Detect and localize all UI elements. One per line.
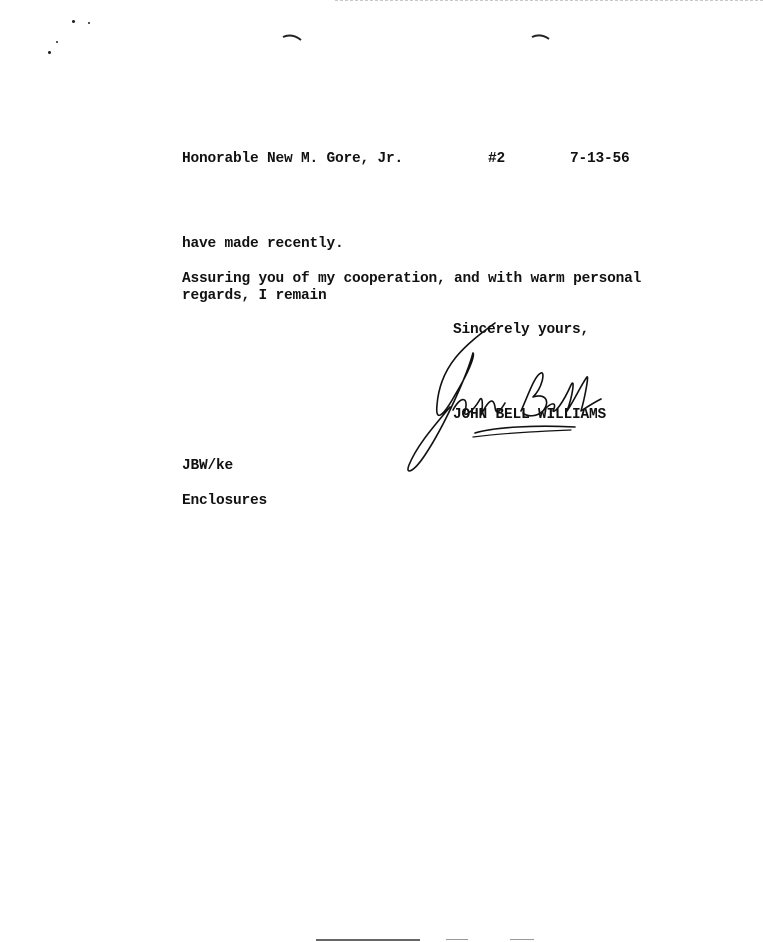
bottom-scan-line (316, 939, 420, 941)
hole-punch-mark-left (283, 36, 301, 40)
salutation-closing: Sincerely yours, (453, 322, 590, 338)
letter-date: 7-13-56 (570, 151, 630, 167)
page-number: #2 (488, 151, 506, 167)
handwritten-signature (395, 315, 635, 485)
enclosures-note: Enclosures (182, 493, 268, 509)
bottom-scan-line (510, 939, 534, 940)
closing-paragraph-line-1: Assuring you of my cooperation, and with warm personal (182, 271, 642, 287)
top-marks (0, 0, 763, 60)
typist-initials: JBW/ke (182, 458, 234, 474)
typed-signature-name: JOHN BELL WILLIAMS (453, 407, 607, 423)
bottom-scan-line (446, 939, 468, 940)
addressee-header: Honorable New M. Gore, Jr. (182, 151, 404, 167)
closing-paragraph-line-2: regards, I remain (182, 288, 327, 304)
hole-punch-mark-right (532, 35, 549, 39)
body-continuation-line: have made recently. (182, 236, 344, 252)
